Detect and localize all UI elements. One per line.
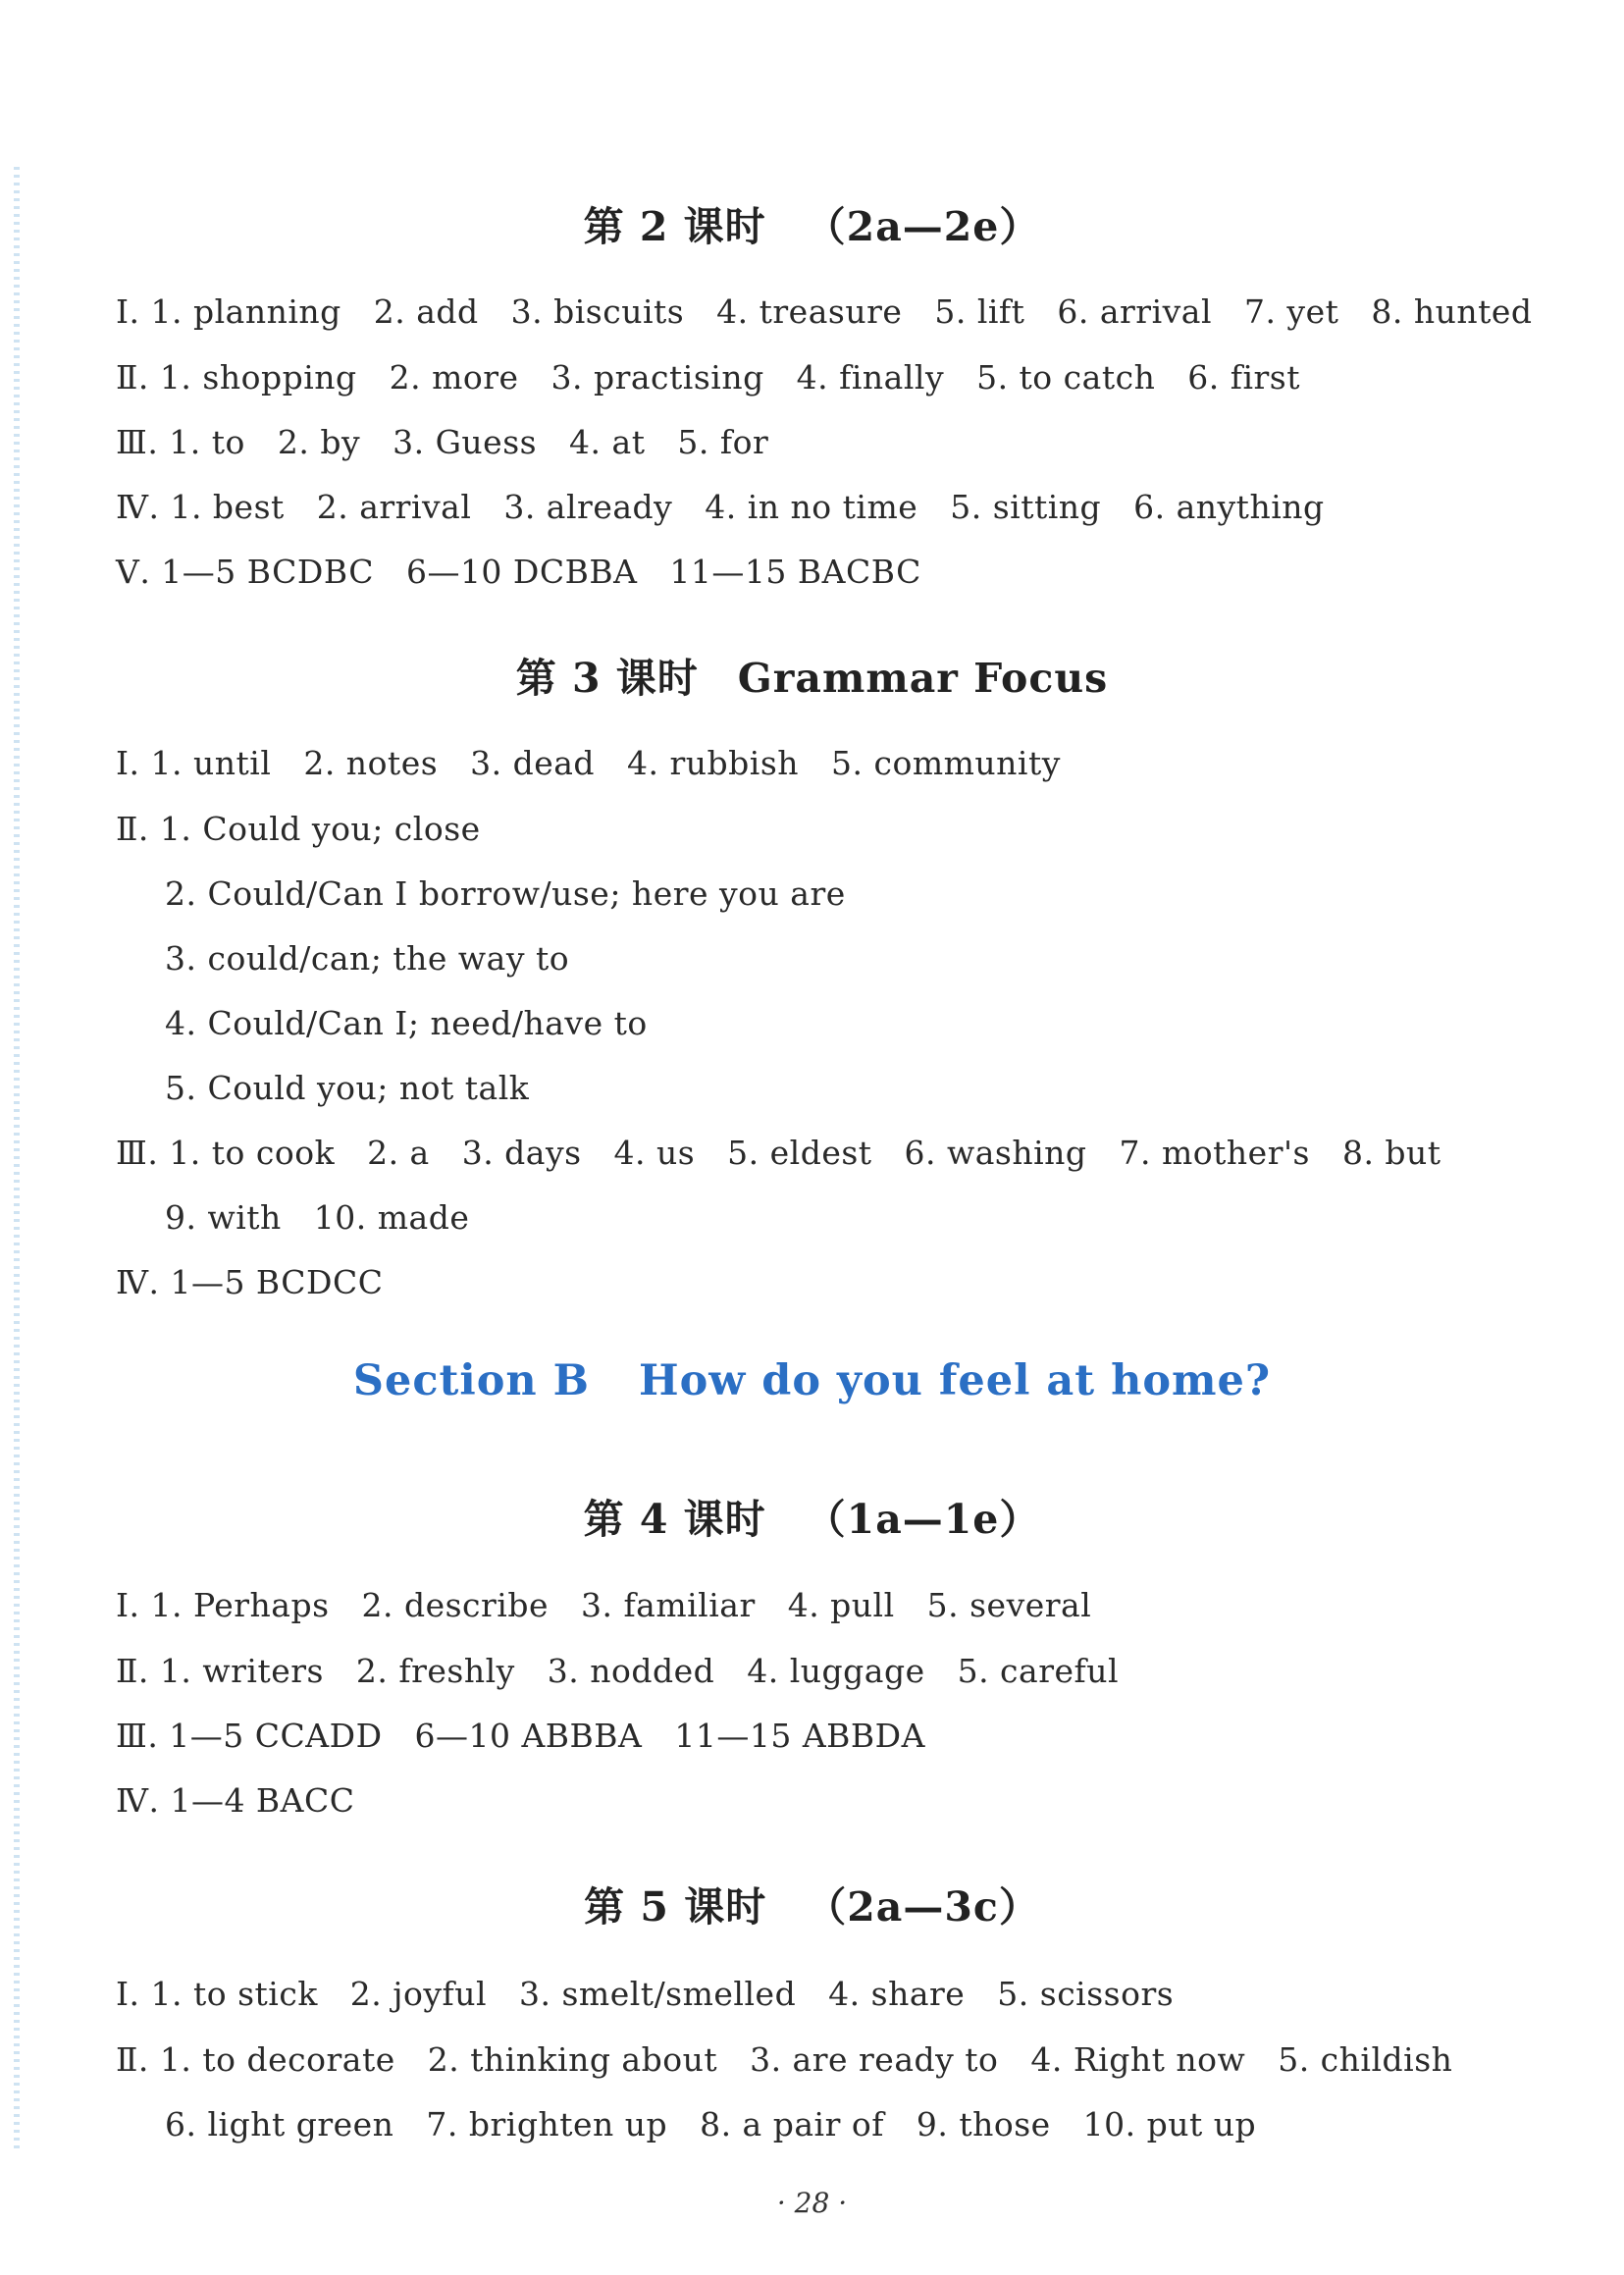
lesson-3-subtitle: Grammar Focus [737,655,1109,702]
answer-line: 6. light green 7. brighten up 8. a pair of 9. those 10. put up [165,2105,1257,2143]
lesson-3-heading [0,646,1624,704]
answer-line: Ⅰ. 1. Perhaps 2. describe 3. familiar 4. pull 5. several [116,1586,1092,1624]
section-title: Section B [352,1356,590,1405]
answer-line: Ⅰ. 1. planning 2. add 3. biscuits 4. treasure 5. lift 6. arrival 7. yet 8. hunted [116,292,1533,331]
lesson-3-title: 第 3 课时 [515,655,699,702]
section-subtitle: How do you feel at home? [638,1356,1272,1405]
lesson-5-heading [0,1875,1624,1932]
lesson-2-subtitle: （2a—2e） [805,203,1041,250]
lesson-2-heading [0,194,1624,252]
answer-line: Ⅰ. 1. to stick 2. joyful 3. smelt/smelled 4. share 5. scissors [116,1975,1175,2013]
answer-line: Ⅱ. 1. Could you; close [116,810,481,848]
lesson-5-title: 第 5 课时 [584,1883,767,1931]
answer-line: 4. Could/Can I; need/have to [165,1004,648,1042]
answer-line: Ⅲ. 1. to cook 2. a 3. days 4. us 5. eldest 6. washing 7. mother's 8. but [116,1134,1441,1172]
lesson-4-heading [0,1487,1624,1545]
answer-line: Ⅰ. 1. until 2. notes 3. dead 4. rubbish 5. community [116,744,1061,782]
lesson-4-title: 第 4 课时 [583,1496,766,1543]
page-number: · 28 · [776,2187,848,2219]
answer-line: 5. Could you; not talk [165,1069,530,1107]
answer-line: Ⅳ. 1. best 2. arrival 3. already 4. in no time 5. sitting 6. anything [116,488,1325,526]
answer-line: 2. Could/Can I borrow/use; here you are [165,874,846,913]
answer-line: Ⅲ. 1—5 CCADD 6—10 ABBBA 11—15 ABBDA [116,1717,925,1755]
answer-line: Ⅳ. 1—5 BCDCC [116,1263,384,1301]
answer-line: Ⅱ. 1. to decorate 2. thinking about 3. are ready to 4. Right now 5. childish [116,2040,1453,2079]
answer-line: Ⅱ. 1. shopping 2. more 3. practising 4. finally 5. to catch 6. first [116,358,1301,397]
answer-line: Ⅱ. 1. writers 2. freshly 3. nodded 4. luggage 5. careful [116,1652,1120,1690]
lesson-4-subtitle: （1a—1e） [805,1496,1041,1543]
answer-line: Ⅳ. 1—4 BACC [116,1781,355,1820]
answer-line: 9. with 10. made [165,1198,470,1237]
lesson-2-title: 第 2 课时 [583,203,766,250]
answer-line: Ⅲ. 1. to 2. by 3. Guess 4. at 5. for [116,423,769,461]
answer-line: 3. could/can; the way to [165,939,570,978]
lesson-5-subtitle: （2a—3c） [806,1883,1040,1931]
section-b-heading [0,1356,1624,1405]
answer-line: Ⅴ. 1—5 BCDBC 6—10 DCBBA 11—15 BACBC [116,553,921,591]
margin-decoration [14,167,20,2149]
